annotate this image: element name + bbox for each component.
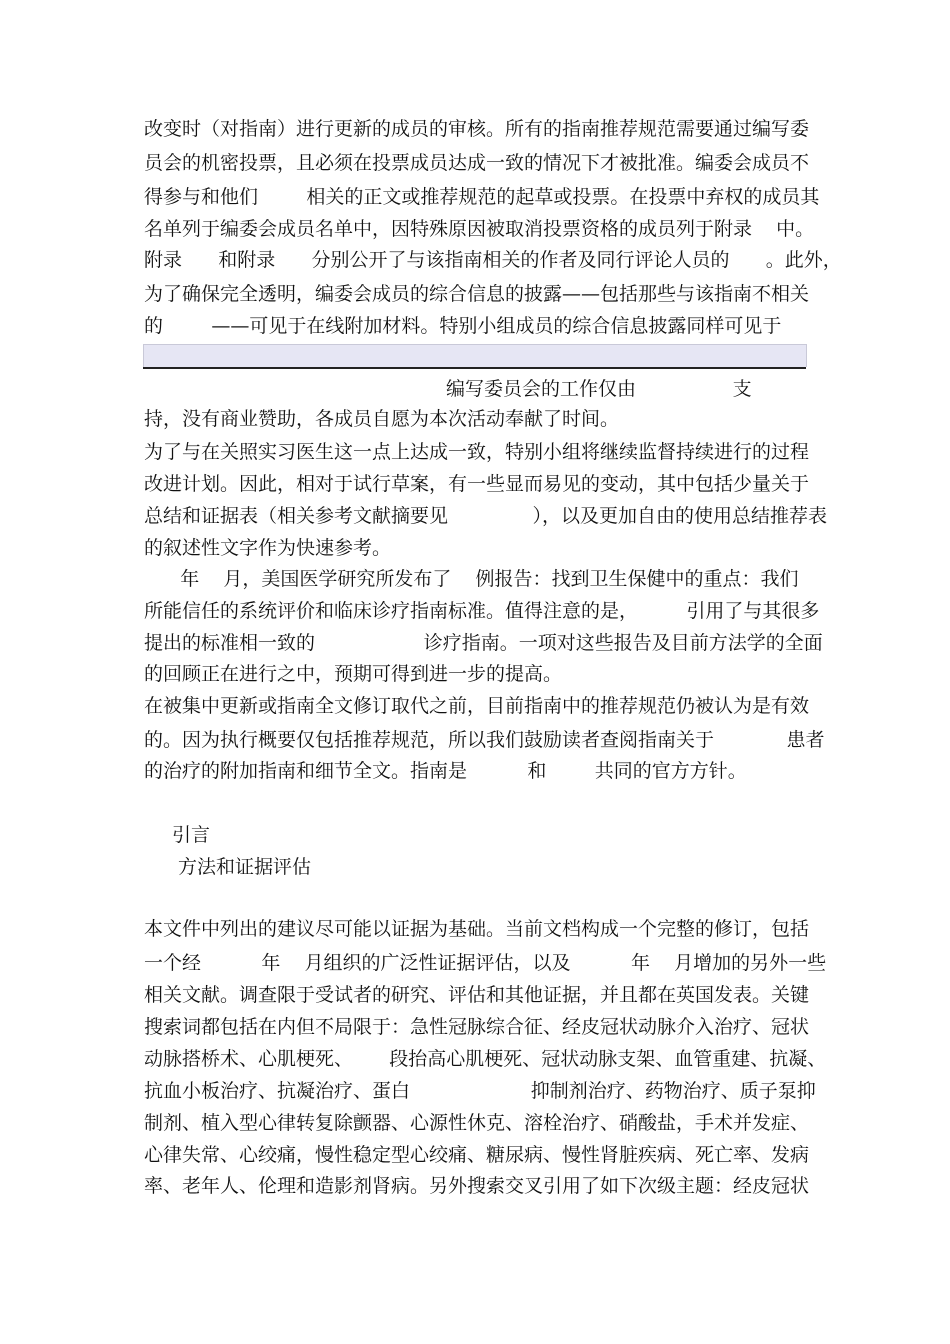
text-line: 名单列于编委会成员名单中，因特殊原因被取消投票资格的成员列于附录 中。 (144, 218, 815, 240)
horizontal-rule (143, 367, 806, 369)
text-line: 总结和证据表（相关参考文献摘要见 ），以及更加自由的使用总结推荐表 (144, 505, 828, 527)
text-line: 得参与和他们 相关的正文或推荐规范的起草或投票。在投票中弃权的成员其 (144, 186, 820, 208)
text-line: 率、老年人、伦理和造影剂肾病。另外搜索交叉引用了如下次级主题：经皮冠状 (144, 1175, 810, 1197)
shaded-band (143, 344, 807, 367)
text-line: 改变时（对指南）进行更新的成员的审核。所有的指南推荐规范需要通过编写委 (144, 118, 810, 140)
text-line: 制剂、植入型心律转复除颤器、心源性休克、溶栓治疗、硝酸盐，手术并发症、 (144, 1112, 810, 1134)
text-line: 抗血小板治疗、抗凝治疗、蛋白 抑制剂治疗、药物治疗、质子泵抑 (144, 1080, 816, 1102)
text-line: 所能信任的系统评价和临床诊疗指南标准。值得注意的是， 引用了与其很多 (144, 600, 820, 622)
text-line: 的。因为执行概要仅包括推荐规范，所以我们鼓励读者查阅指南关于 患者 (144, 729, 825, 751)
section-heading: 引言 (172, 824, 211, 846)
text-line: 的回顾正在进行之中，预期可得到进一步的提高。 (144, 663, 563, 685)
text-line: 编写委员会的工作仅由 支 (144, 378, 752, 400)
text-line: 为了与在关照实习医生这一点上达成一致，特别小组将继续监督持续进行的过程 (144, 441, 810, 463)
text-line: 心律失常、心绞痛，慢性稳定型心绞痛、糖尿病、慢性肾脏疾病、死亡率、发病 (144, 1144, 810, 1166)
text-line: 附录 和附录 分别公开了与该指南相关的作者及同行评论人员的 。此外， (144, 249, 842, 271)
text-line: 搜索词都包括在内但不局限于：急性冠脉综合征、经皮冠状动脉介入治疗、冠状 (144, 1016, 810, 1038)
text-line: 在被集中更新或指南全文修订取代之前，目前指南中的推荐规范仍被认为是有效 (144, 695, 810, 717)
text-line: 改进计划。因此，相对于试行草案，有一些显而易见的变动，其中包括少量关于 (144, 473, 810, 495)
text-line: 动脉搭桥术、心肌梗死、 段抬高心肌梗死、冠状动脉支架、血管重建、抗凝、 (144, 1048, 827, 1070)
text-line: 本文件中列出的建议尽可能以证据为基础。当前文档构成一个完整的修订，包括 (144, 918, 810, 940)
text-line: 的治疗的附加指南和细节全文。指南是 和 共同的官方方针。 (144, 760, 747, 782)
text-line: 一个经 年 月组织的广泛性证据评估，以及 年 月增加的另外一些 (144, 952, 827, 974)
text-line: 的 ——可见于在线附加材料。特别小组成员的综合信息披露同样可见于 (144, 315, 782, 337)
text-line: 相关文献。调查限于受试者的研究、评估和其他证据，并且都在英国发表。关键 (144, 984, 810, 1006)
text-line: 年 月，美国医学研究所发布了 例报告：找到卫生保健中的重点：我们 (144, 568, 799, 590)
text-line: 持，没有商业赞助，各成员自愿为本次活动奉献了时间。 (144, 408, 620, 430)
section-heading: 方法和证据评估 (178, 856, 312, 878)
text-line: 员会的机密投票，且必须在投票成员达成一致的情况下才被批准。编委会成员不 (144, 152, 810, 174)
text-line: 提出的标准相一致的 诊疗指南。一项对这些报告及目前方法学的全面 (144, 632, 823, 654)
text-line: 的叙述性文字作为快速参考。 (144, 537, 392, 559)
text-line: 为了确保完全透明，编委会成员的综合信息的披露——包括那些与该指南不相关 (144, 283, 810, 305)
